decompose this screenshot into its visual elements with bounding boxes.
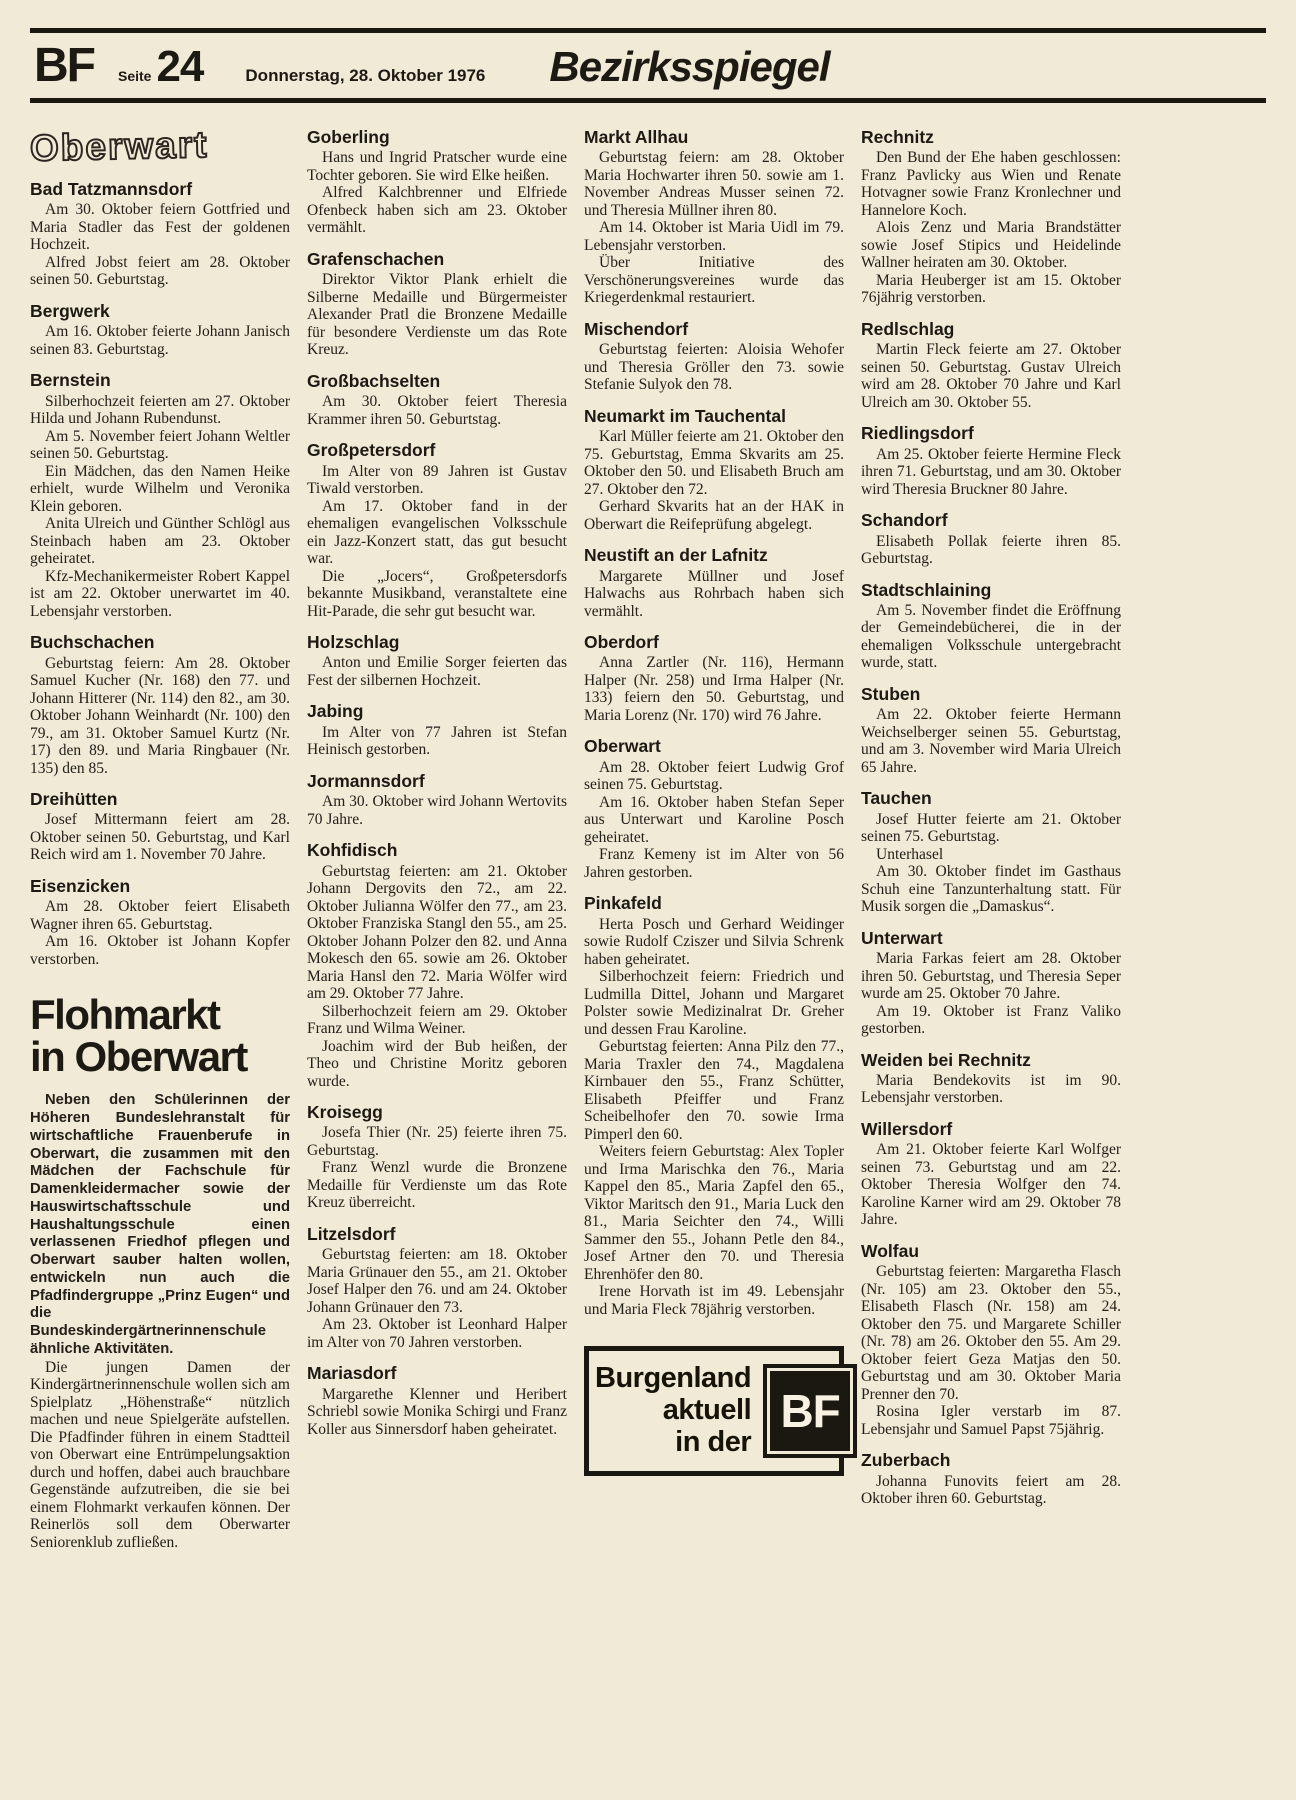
column-layout	[30, 115, 1122, 1551]
section-heading: Weiden bei Rechnitz	[861, 1049, 1031, 1070]
issue-date: Donnerstag, 28. Oktober 1976	[245, 66, 486, 85]
section-heading: Jormannsdorf	[307, 770, 425, 791]
newspaper-logo: BF	[34, 39, 94, 92]
column-3	[584, 115, 844, 1551]
news-section	[307, 1364, 567, 1438]
paragraph: Josef Mittermann feiert am 28. Oktober seinen 50. Geburtstag, und Karl Reich wird am 1. November 70 Jahre.	[30, 811, 290, 864]
section-heading: Schandorf	[861, 510, 948, 531]
section-heading: Litzelsdorf	[307, 1223, 396, 1244]
news-section	[861, 789, 1121, 915]
paragraph: Am 28. Oktober feiert Elisabeth Wagner ihren 65. Geburtstag.	[30, 898, 290, 933]
news-section	[584, 894, 844, 1318]
paragraph: Die jungen Damen der Kindergärtnerinnenschule wollen sich am Spielplatz „Höhenstraße“ nützlich machen und neue Spielgeräte aufstellen. Die Pfadfinder führen in einem Stadtteil von Oberwart eine Entrümpelungsaktion durch und hoffen, dabei auch brauchbare Gegenstände aufzutreiben, die sie bei einem Flohmarkt verkaufen können. Der Reinerlös soll dem Oberwarter Seniorenklub zufließen.	[30, 1358, 290, 1551]
paragraph: Anita Ulreich und Günther Schlögl aus Steinbach haben am 23. Oktober geheiratet.	[30, 515, 290, 568]
paragraph: Geburtstag feierten: am 18. Oktober Maria Grünauer den 55., am 21. Oktober Josef Halper den 76. und am 24. Oktober Johann Grünauer den 73.	[307, 1246, 567, 1316]
paragraph: Geburtstag feierten: Margaretha Flasch (Nr. 105) am 23. Oktober den 55., Elisabeth Flasch (Nr. 158) am 24. Oktober den 75. und Margarete Schiller (Nr. 78) am 26. Oktober den 55. Am 29. Oktober feiert Geza Matjas den 50. Geburtstag und am 30. Oktober Maria Prenner den 70.	[861, 1263, 1121, 1403]
section-heading: Großpetersdorf	[307, 440, 436, 461]
masthead	[30, 33, 1266, 98]
paragraph: Am 21. Oktober feierte Karl Wolfger seinen 73. Geburtstag und am 22. Oktober Theresia Wolfger den 74. Karoline Karner wird am 29. Oktober 78 Jahre.	[861, 1141, 1121, 1229]
paragraph: Geburtstag feierten: Aloisia Wehofer und Theresia Gröller den 73. sowie Stefanie Sulyok den 78.	[584, 341, 844, 394]
paragraph: Am 30. Oktober findet im Gasthaus Schuh eine Tanzunterhaltung statt. Für Musik sorgen die „Damaskus“.	[861, 863, 1121, 916]
bf-logo: BF	[763, 1364, 857, 1458]
paragraph: Geburtstag feiern: am 28. Oktober Maria Hochwarter ihren 50. sowie am 1. November Andreas Musser seinen 72. und Theresia Müllner ihren 80.	[584, 149, 844, 219]
section-heading: Stuben	[861, 683, 921, 704]
paragraph: Geburtstag feierten: am 21. Oktober Johann Dergovits den 72., am 22. Oktober Julianna Wölfer den 77., am 23. Oktober Franziska Stangl den 55., am 25. Oktober Johann Polzer den 82. und Anna Mokesch den 65. sowie am 26. Oktober Maria Hansl den 72. Maria Wölfer wird am 29. Oktober 77 Jahre.	[307, 862, 567, 1002]
paragraph: Am 22. Oktober feierte Hermann Weichselberger seinen 55. Geburtstag, und am 3. November wird Maria Ulreich 65 Jahre.	[861, 706, 1121, 776]
paragraph: Am 25. Oktober feierte Hermine Fleck ihren 71. Geburtstag, und am 30. Oktober wird Theresia Bruckner 80 Jahre.	[861, 445, 1121, 498]
section-heading: Mischendorf	[584, 318, 689, 339]
page-number-label: Seite	[117, 68, 152, 84]
section-heading: Neumarkt im Tauchental	[584, 405, 786, 426]
paragraph: Maria Bendekovits ist im 90. Lebensjahr verstorben.	[861, 1071, 1121, 1107]
paragraph: Am 16. Oktober ist Johann Kopfer verstorben.	[30, 933, 290, 968]
paragraph: Alfred Kalchbrenner und Elfriede Ofenbeck haben sich am 23. Oktober vermählt.	[307, 184, 567, 237]
paragraph: Kfz-Mechanikermeister Robert Kappel ist am 22. Oktober unerwartet im 40. Lebensjahr verstorben.	[30, 567, 290, 620]
news-section	[861, 929, 1121, 1038]
news-section	[30, 180, 290, 289]
news-section	[861, 1051, 1121, 1107]
paragraph: Silberhochzeit feierten am 27. Oktober Hilda und Johann Rubendunst.	[30, 392, 290, 428]
news-section	[584, 633, 844, 724]
paragraph: Am 5. November feiert Johann Weltler seinen 50. Geburtstag.	[30, 427, 290, 463]
news-section	[861, 424, 1121, 498]
news-section	[861, 1120, 1121, 1229]
paragraph: Josefa Thier (Nr. 25) feierte ihren 75. Geburtstag.	[307, 1124, 567, 1159]
section-heading: Bad Tatzmannsdorf	[30, 179, 193, 199]
paragraph: Franz Wenzl wurde die Bronzene Medaille für Verdienste um das Rote Kreuz überreicht.	[307, 1159, 567, 1212]
paragraph: Ein Mädchen, das den Namen Heike erhielt, wurde Wilhelm und Veronika Klein geboren.	[30, 462, 290, 515]
news-section	[307, 250, 567, 359]
paragraph: Karl Müller feierte am 21. Oktober den 75. Geburtstag, Emma Skvarits am 25. Oktober den 50. und Elisabeth Bruch am 27. Oktober den 72.	[584, 428, 844, 498]
news-section	[307, 633, 567, 689]
paragraph: Anton und Emilie Sorger feierten das Fest der silbernen Hochzeit.	[307, 654, 567, 689]
paragraph: Die „Jocers“, Großpetersdorfs bekannte Musikband, veranstaltete eine Hit-Parade, die sehr gut besucht war.	[307, 567, 567, 620]
paragraph: Silberhochzeit feiern am 29. Oktober Franz und Wilma Weiner.	[307, 1002, 567, 1037]
news-section	[307, 841, 567, 1090]
paragraph: Josef Hutter feierte am 21. Oktober seinen 75. Geburtstag.	[861, 810, 1121, 846]
section-heading: Kohfidisch	[307, 840, 398, 861]
paragraph: Am 30. Oktober feiern Gottfried und Maria Stadler das Fest der goldenen Hochzeit.	[30, 201, 290, 254]
paragraph: Elisabeth Pollak feierte ihren 85. Geburtstag.	[861, 532, 1121, 567]
news-section	[307, 772, 567, 828]
paragraph: Alois Zenz und Maria Brandstätter sowie Josef Stipics und Heidelinde Wallner heiraten am 30. Oktober.	[861, 219, 1121, 272]
paragraph: Am 17. Oktober fand in der ehemaligen evangelischen Volksschule ein Jazz-Konzert statt, das gut besucht war.	[307, 497, 567, 567]
paragraph: Silberhochzeit feiern: Friedrich und Ludmilla Dittel, Johann und Margaret Polster sowie Medizinalrat Dr. Greher und dessen Frau Karoline.	[584, 968, 844, 1038]
paragraph: Gerhard Skvarits hat an der HAK in Oberwart die Reifeprüfung abgelegt.	[584, 498, 844, 533]
paragraph: Im Alter von 77 Jahren ist Stefan Heinisch gestorben.	[307, 723, 567, 759]
ad-text	[595, 1363, 751, 1459]
paragraph: Margarete Müllner und Josef Halwachs aus Rohrbach haben sich vermählt.	[584, 567, 844, 620]
ad-text-line: in der	[675, 1425, 752, 1458]
paragraph: Am 16. Oktober feierte Johann Janisch seinen 83. Geburtstag.	[30, 323, 290, 358]
header-rule	[30, 98, 1266, 103]
paragraph: Am 5. November findet die Eröffnung der Gemeindebücherei, die in der ehemaligen Volksschule untergebracht wurde, statt.	[861, 601, 1121, 672]
paragraph: Anna Zartler (Nr. 116), Hermann Halper (Nr. 258) und Irma Halper (Nr. 133) feiern den 50. Geburtstag, und Maria Lorenz (Nr. 170) wird 76 Jahre.	[584, 654, 844, 724]
news-section	[30, 371, 290, 620]
section-heading: Unterwart	[861, 927, 943, 948]
paragraph: Am 28. Oktober feiert Ludwig Grof seinen 75. Geburtstag.	[584, 758, 844, 794]
paragraph: Rosina Igler verstarb im 87. Lebensjahr und Samuel Papst 75jährig.	[861, 1403, 1121, 1438]
column-1	[30, 115, 290, 1551]
news-section	[307, 1225, 567, 1351]
ad-text-line: aktuell	[662, 1394, 752, 1427]
section-heading: Bergwerk	[30, 300, 110, 321]
section-heading: Oberdorf	[584, 632, 659, 652]
news-section	[307, 702, 567, 758]
section-heading: Mariasdorf	[307, 1363, 397, 1384]
news-section	[584, 407, 844, 533]
paragraph: Am 19. Oktober ist Franz Valiko gestorben.	[861, 1002, 1121, 1037]
section-heading: Oberwart	[584, 736, 661, 757]
page-number: 24	[156, 42, 204, 91]
paragraph: Im Alter von 89 Jahren ist Gustav Tiwald verstorben.	[307, 462, 567, 497]
article-headline	[30, 991, 290, 1081]
page-title: Bezirksspiegel	[549, 43, 830, 90]
paragraph: Martin Fleck feierte am 27. Oktober seinen 50. Geburtstag. Gustav Ulreich wird am 28. Oktober 70 Jahre und Karl Ulreich am 30. Oktober 55.	[861, 341, 1121, 411]
news-section	[30, 302, 290, 358]
paragraph: Geburtstag feiern: Am 28. Oktober Samuel Kucher (Nr. 168) den 77. und Johann Hitterer (Nr. 114) den 82., am 30. Oktober Johann Weinhardt (Nr. 100) den 79., am 31. Oktober Samuel Kurtz (Nr. 17) den 89. und Maria Ringbauer (Nr. 135) den 85.	[30, 654, 290, 777]
section-heading: Markt Allhau	[584, 127, 689, 147]
section-heading: Tauchen	[861, 788, 932, 809]
news-section	[30, 877, 290, 968]
news-section	[861, 581, 1121, 672]
paragraph: Den Bund der Ehe haben geschlossen: Franz Pavlicky aus Wien und Renate Hotvagner sowie Franz Kronlechner und Hannelore Koch.	[861, 149, 1121, 219]
paragraph: Joachim wird der Bub heißen, der Theo und Christine Moritz geboren wurde.	[307, 1037, 567, 1090]
paragraph: Unterhasel	[876, 845, 944, 863]
paragraph: Direktor Viktor Plank erhielt die Silberne Medaille und Bürgermeister Alexander Pratl die Bronzene Medaille für besondere Verdienste um das Rote Kreuz.	[307, 271, 567, 359]
news-section	[307, 372, 567, 428]
section-heading: Pinkafeld	[584, 893, 662, 914]
section-heading: Redlschlag	[861, 318, 955, 339]
news-section	[584, 320, 844, 394]
news-section	[584, 737, 844, 881]
news-section	[307, 1103, 567, 1212]
news-section	[861, 128, 1121, 307]
paragraph: Franz Kemeny ist im Alter von 56 Jahren gestorben.	[584, 846, 844, 881]
region-logo: Oberwart	[29, 123, 209, 169]
news-section	[861, 1242, 1121, 1438]
news-section	[861, 511, 1121, 567]
section-heading: Jabing	[307, 701, 364, 722]
paragraph: Hans und Ingrid Pratscher wurde eine Tochter geboren. Sie wird Elke heißen.	[307, 149, 567, 184]
section-heading: Kroisegg	[307, 1102, 383, 1122]
news-section	[861, 320, 1121, 411]
section-heading: Rechnitz	[861, 127, 934, 147]
news-section	[584, 546, 844, 620]
section-heading: Willersdorf	[861, 1118, 953, 1139]
news-section	[307, 441, 567, 620]
section-heading: Bernstein	[30, 370, 111, 391]
page-number-group	[117, 42, 204, 91]
paragraph: Am 30. Oktober wird Johann Wertovits 70 Jahre.	[307, 793, 567, 828]
news-section	[584, 128, 844, 307]
paragraph: Maria Farkas feiert am 28. Oktober ihren 50. Geburtstag, und Theresia Seper wurde am 25. Oktober 70 Jahre.	[861, 950, 1121, 1002]
ad-text-line: Burgenland	[595, 1362, 752, 1395]
paragraph: Am 30. Oktober feiert Theresia Krammer ihren 50. Geburtstag.	[307, 393, 567, 428]
section-heading: Dreihütten	[30, 789, 118, 809]
news-section	[861, 685, 1121, 776]
paragraph: Über Initiative des Verschönerungsvereines wurde das Kriegerdenkmal restauriert.	[584, 254, 844, 307]
paragraph: Irene Horvath ist im 49. Lebensjahr und Maria Fleck 78jährig verstorben.	[584, 1283, 844, 1318]
section-heading: Goberling	[307, 127, 390, 147]
section-heading: Neustift an der Lafnitz	[584, 545, 768, 566]
paragraph: Am 14. Oktober ist Maria Uidl im 79. Lebensjahr verstorben.	[584, 219, 844, 254]
paragraph: Herta Posch und Gerhard Weidinger sowie Rudolf Cziszer und Silvia Schrenk haben geheiratet.	[584, 915, 844, 968]
news-section	[307, 128, 567, 237]
news-section	[30, 633, 290, 777]
paragraph: Am 23. Oktober ist Leonhard Halper im Alter von 70 Jahren verstorben.	[307, 1316, 567, 1351]
section-heading: Zuberbach	[861, 1450, 951, 1471]
paragraph: Weiters feiern Geburtstag: Alex Topler und Irma Marischka den 76., Maria Kappel den 85., Maria Zapfel den 65., Viktor Maritsch den 91., Maria Luck den 81., Maria Seichter den 74., Willi Sammer den 55., Johann Petle den 84., Josef Artner den 70. und Theresia Ehrenhöfer den 80.	[584, 1143, 844, 1283]
section-heading: Wolfau	[861, 1240, 920, 1261]
paragraph: Am 16. Oktober haben Stefan Seper aus Unterwart und Karoline Posch geheiratet.	[584, 793, 844, 846]
section-heading: Großbachselten	[307, 370, 441, 391]
paragraph: Margarethe Klenner und Heribert Schriebl sowie Monika Schirgi und Franz Koller aus Sinnersdorf haben geheiratet.	[307, 1385, 567, 1438]
paragraph: Geburtstag feierten: Anna Pilz den 77., Maria Traxler den 74., Magdalena Kirnbauer den 55., Franz Schütter, Elisabeth Pfeiffer und Franz Scheibelhofer den 70. sowie Irma Pimperl den 60.	[584, 1038, 844, 1143]
lead-paragraph: Neben den Schülerinnen der Höheren Bundeslehranstalt für wirtschaftliche Frauenberufe in Oberwart, die zusammen mit den Mädchen der Fachschule für Damenkleidermacher sowie der Hauswirtschaftsschule und Haushaltungsschule einen verlassenen Friedhof pflegen und Oberwart sauber halten wollen, entwickeln nun auch die Pfadfindergruppe „Prinz Eugen“ und die Bundeskindergärtnerinnenschule ähnliche Aktivitäten.	[30, 1092, 290, 1357]
news-section	[861, 1451, 1121, 1507]
section-heading: Stadtschlaining	[861, 579, 992, 600]
paragraph: Johanna Funovits feiert am 28. Oktober ihren 60. Geburtstag.	[861, 1472, 1121, 1507]
paragraph: Alfred Jobst feiert am 28. Oktober seinen 50. Geburtstag.	[30, 253, 290, 289]
section-heading: Eisenzicken	[30, 875, 131, 896]
paragraph: Maria Heuberger ist am 15. Oktober 76jährig verstorben.	[861, 271, 1121, 307]
column-2	[307, 115, 567, 1551]
section-heading: Grafenschachen	[307, 248, 445, 269]
headline-line: Flohmarkt	[30, 991, 220, 1039]
section-heading: Buchschachen	[30, 632, 155, 653]
news-section	[30, 790, 290, 864]
headline-line: in Oberwart	[30, 1033, 247, 1081]
bf-ad-box	[584, 1346, 844, 1476]
section-heading: Holzschlag	[307, 632, 400, 652]
section-heading: Riedlingsdorf	[861, 423, 974, 444]
column-4	[861, 115, 1121, 1551]
